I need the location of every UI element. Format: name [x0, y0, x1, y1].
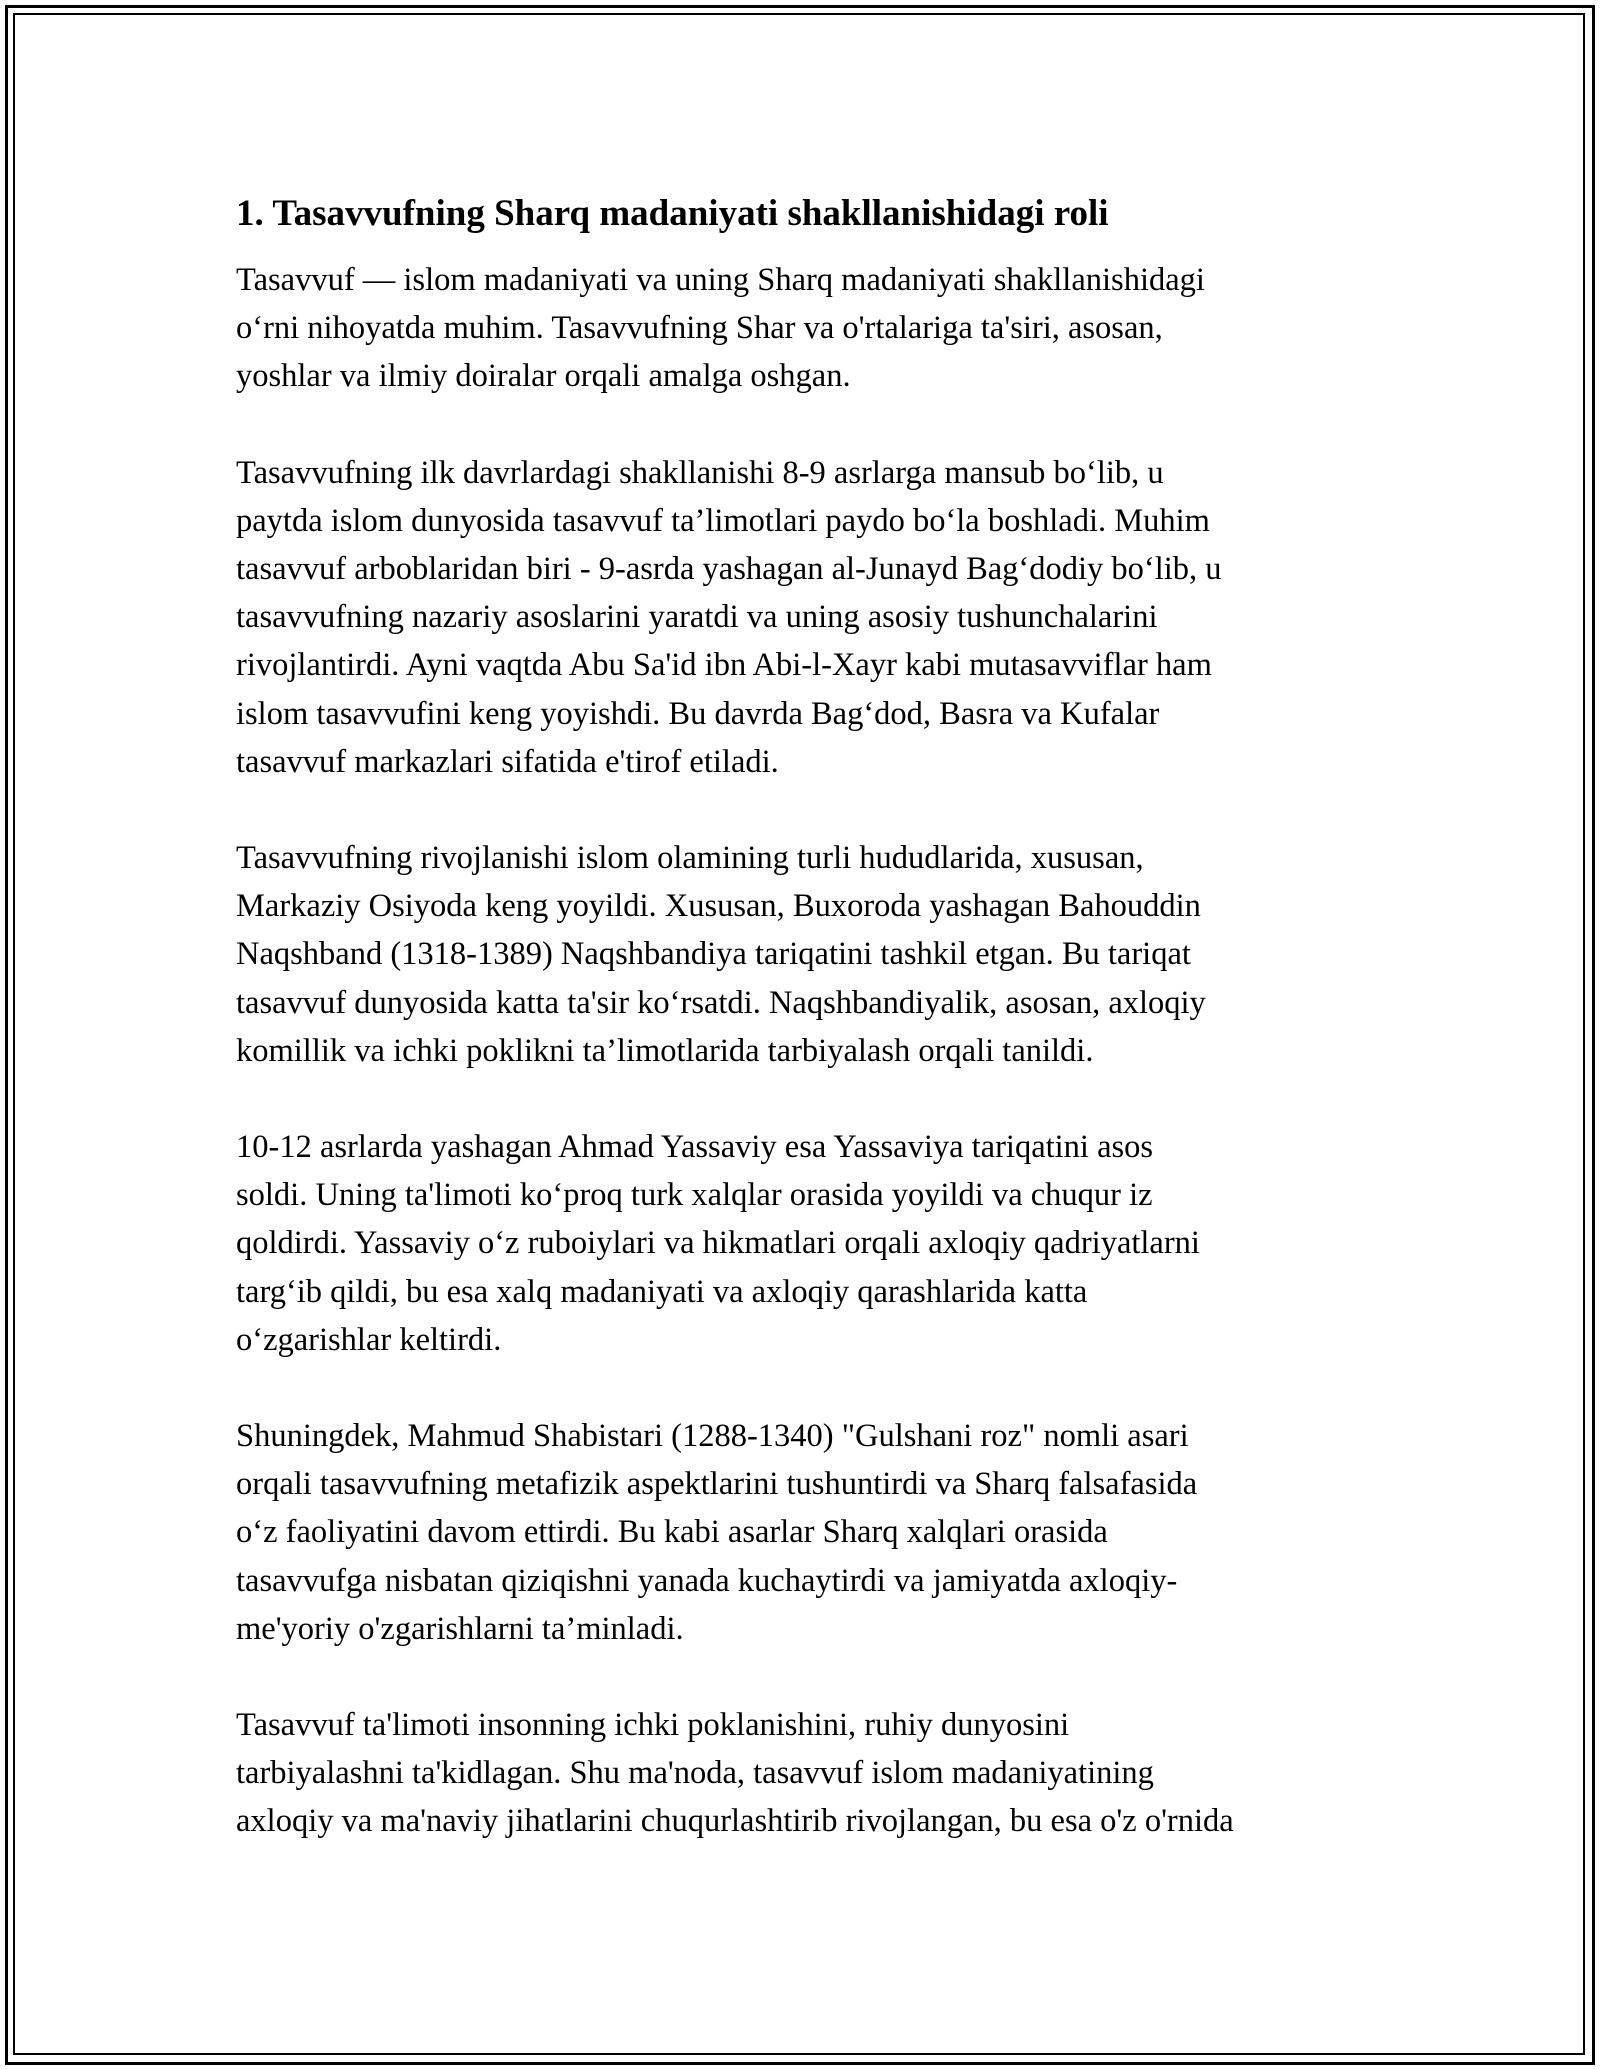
paragraph-6: Tasavvuf ta'limoti insonning ichki poklanishini, ruhiy dunyosini tarbiyalashni ta'kidlagan. Shu ma'noda, tasavvuf islom madaniyatining axloqiy va ma'naviy jihatlarini chuqurlashtirib rivojlangan, bu esa o'z o'rnida: [236, 1707, 1234, 1840]
paragraph-4: 10-12 asrlarda yashagan Ahmad Yassaviy esa Yassaviya tariqatini asos soldi. Uning ta'limoti ko‘proq turk xalqlar orasida yoyildi va chuqur iz qoldirdi. Yassaviy o‘z ruboiylari va hikmatlari orqali axloqiy qadriyatlarni targ‘ib qildi, bu esa xalq madaniyati va axloqiy qarashlarida katta o‘zgarishlar keltirdi.: [236, 1129, 1200, 1358]
paragraph-1: Tasavvuf — islom madaniyati va uning Sharq madaniyati shakllanishidagi o‘rni nihoyatda muhim. Tasavvufning Shar va o'rtalariga ta'siri, asosan, yoshlar va ilmiy doiralar orqali amalga oshgan.: [236, 262, 1205, 395]
section-heading: 1. Tasavvufning Sharq madaniyati shakllanishidagi roli: [236, 193, 1109, 234]
document-body: [236, 186, 1366, 1894]
paragraph-5: Shuningdek, Mahmud Shabistari (1288-1340) "Gulshani roz" nomli asari orqali tasavvufning metafizik aspektlarini tushuntirdi va Sharq falsafasida o‘z faoliyatini davom ettirdi. Bu kabi asarlar Sharq xalqlari orasida tasavvufga nisbatan qiziqishni yanada kuchaytirdi va jamiyatda axloqiy- me'yoriy o'zgarishlarni ta’minladi.: [236, 1418, 1198, 1647]
paragraph-3: Tasavvufning rivojlanishi islom olamining turli hududlarida, xususan, Markaziy Osiyoda keng yoyildi. Xususan, Buxoroda yashagan Bahouddin Naqshband (1318-1389) Naqshbandiya tariqatini tashkil etgan. Bu tariqat tasavvuf dunyosida katta ta'sir ko‘rsatdi. Naqshbandiyalik, asosan, axloqiy komillik va ichki poklikni ta’limotlarida tarbiyalash orqali tanildi.: [236, 840, 1206, 1069]
paragraph-2: Tasavvufning ilk davrlardagi shakllanishi 8-9 asrlarga mansub bo‘lib, u paytda islom dunyosida tasavvuf ta’limotlari paydo bo‘la boshladi. Muhim tasavvuf arboblaridan biri - 9-asrda yashagan al-Junayd Bag‘dodiy bo‘lib, u tasavvufning nazariy asoslarini yaratdi va uning asosiy tushunchalarini rivojlantirdi. Ayni vaqtda Abu Sa'id ibn Abi-l-Xayr kabi mutasavviflar ham islom tasavvufini keng yoyishdi. Bu davrda Bag‘dod, Basra va Kufalar tasavvuf markazlari sifatida e'tirof etiladi.: [236, 454, 1222, 780]
